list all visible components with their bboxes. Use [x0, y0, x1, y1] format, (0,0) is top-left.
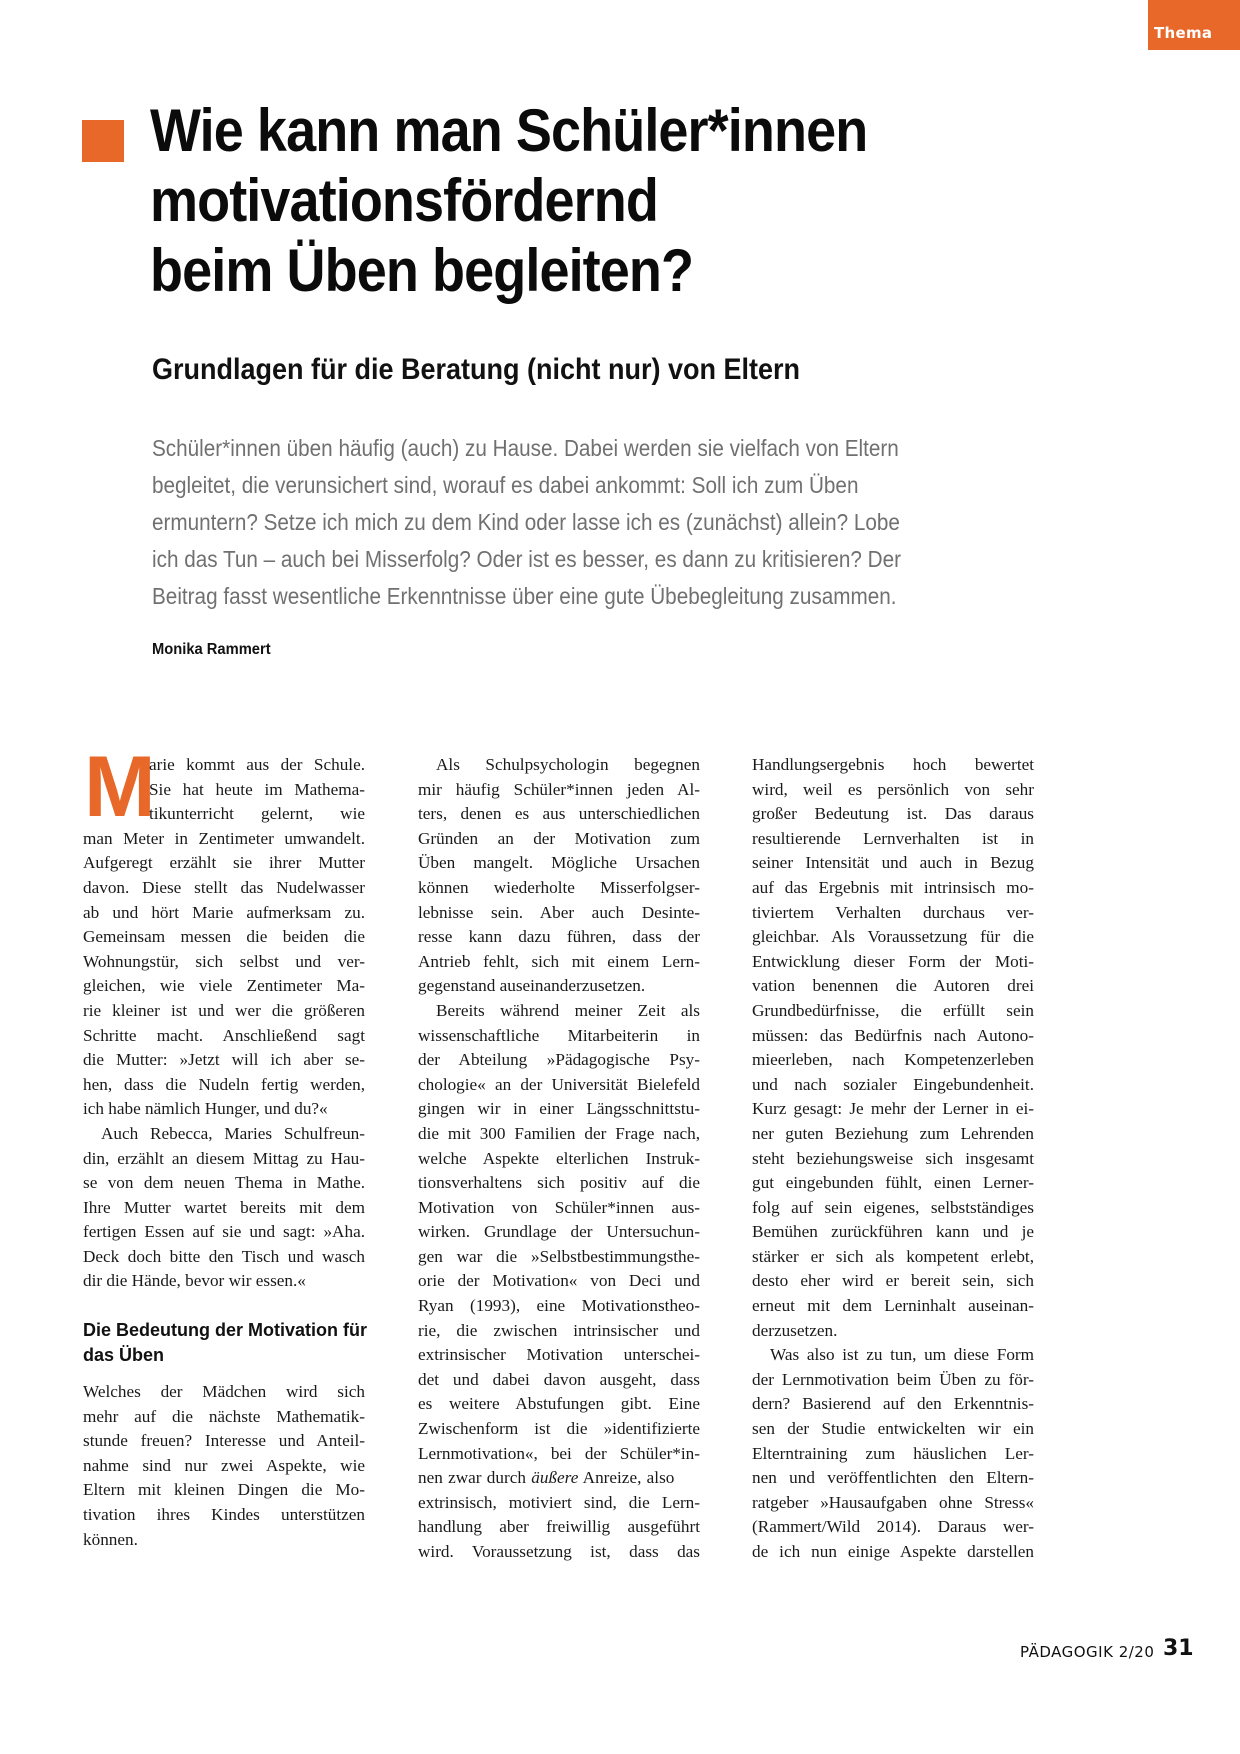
text-line: gingen wir in einer Längsschnittstu- — [418, 1099, 700, 1119]
text-line: steht beziehungsweise sich insgesamt — [752, 1148, 1034, 1168]
text-fragment: nen zwar durch — [418, 1468, 532, 1488]
text-line: Entwicklung dieser Form der Moti- — [752, 951, 1034, 971]
text-line: det und dabei davon ausgeht, dass — [418, 1369, 700, 1389]
text-line: wird, weil es persönlich von sehr — [752, 779, 1034, 799]
text-line: nen und veröffentlichten den Eltern- — [752, 1468, 1034, 1488]
text-line: se von dem neuen Thema in Mathe. — [83, 1173, 365, 1193]
emphasized-word: äußere — [531, 1468, 579, 1488]
journal-issue: PÄDAGOGIK 2/20 — [1020, 1643, 1155, 1661]
text-line: Ihre Mutter wartet bereits mit dem — [83, 1197, 365, 1217]
text-line: tivation ihres Kindes unterstützen — [83, 1505, 365, 1525]
section-tab-label: Thema — [1154, 24, 1213, 42]
page-number: 31 — [1163, 1636, 1194, 1661]
text-line: gleichbar. Als Voraussetzung für die — [752, 927, 1034, 947]
text-line: die mit 300 Familien der Frage nach, — [418, 1123, 700, 1143]
text-line: die Mutter: »Jetzt will ich aber se- — [83, 1050, 365, 1070]
article-subtitle: Grundlagen für die Beratung (nicht nur) von Eltern — [152, 353, 801, 386]
lead-paragraph — [152, 430, 962, 615]
text-line: Schritte macht. Anschließend sagt — [83, 1025, 365, 1045]
text-line: Welches der Mädchen wird sich — [83, 1382, 365, 1402]
text-line: Deck doch bitte den Tisch und wasch — [83, 1246, 365, 1266]
text-column-3 — [752, 753, 1034, 1565]
text-line: können wiederholte Misserfolgser- — [418, 877, 700, 897]
text-line: auf das Ergebnis mit intrinsisch mo- — [752, 877, 1034, 897]
text-line: man Meter in Zentimeter umwandelt. — [83, 828, 365, 848]
drop-cap: M — [84, 739, 156, 835]
text-line: mir häufig Schüler*innen jeden Al- — [418, 779, 700, 799]
text-line: Antrieb fehlt, sich mit einem Lern- — [418, 951, 700, 971]
text-line: seiner Intensität und auch in Bezug — [752, 853, 1034, 873]
text-line: ters, denen es aus unterschiedlichen — [418, 804, 700, 824]
heading-line: Die Bedeutung der Motivation für — [83, 1320, 368, 1341]
text-line: de ich nun einige Aspekte darstellen — [752, 1542, 1034, 1561]
text-line: ratgeber »Hausaufgaben ohne Stress« — [752, 1492, 1034, 1512]
text-line: Ryan (1993), eine Motivationstheo- — [418, 1296, 700, 1316]
text-line: Gründen an der Motivation zum — [418, 828, 700, 848]
text-line: stärker er sich als kompetent erlebt, — [752, 1246, 1034, 1266]
text-line: Eltern mit kleinen Dingen die Mo- — [83, 1480, 365, 1500]
text-line: din, erzählt an diesem Mittag zu Hau- — [83, 1148, 365, 1168]
text-line: arie kommt aus der Schule. — [149, 755, 365, 774]
text-line: Elterntraining zum häuslichen Ler- — [752, 1443, 1034, 1463]
text-line: erneut mit dem Lerninhalt auseinan- — [752, 1296, 1034, 1316]
text-line: der Abteilung »Pädagogische Psy- — [418, 1050, 700, 1070]
text-line: können. — [83, 1529, 138, 1549]
lead-line: ermuntern? Setze ich mich zu dem Kind oder lasse ich es (zunächst) allein? Lobe — [152, 509, 900, 535]
author-name: Monika Rammert — [152, 641, 271, 658]
text-line: Zwischenform ist die »identifizierte — [418, 1419, 700, 1439]
lead-line: Beitrag fasst wesentliche Erkenntnisse über eine gute Übebegleitung zusammen. — [152, 583, 897, 609]
text-line: Motivation von Schüler*innen aus- — [418, 1197, 700, 1217]
text-column-2 — [418, 753, 700, 1565]
text-line: müssen: das Bedürfnis nach Autono- — [752, 1025, 1034, 1045]
text-line: Lernmotivation«, bei der Schüler*in- — [418, 1443, 700, 1463]
text-line: extrinsischer Motivation unterschei- — [418, 1345, 700, 1365]
text-line: Wohnungstür, sich selbst und ver- — [83, 951, 365, 971]
text-line: wird. Voraussetzung ist, dass das — [418, 1542, 700, 1561]
text-line: lebnisse sein. Aber auch Desinte- — [418, 902, 700, 922]
text-line: sen der Studie entwickelten wir ein — [752, 1419, 1034, 1439]
lead-line: Schüler*innen üben häufig (auch) zu Hause. Dabei werden sie vielfach von Eltern — [152, 435, 899, 461]
text-line: gleichen, wie viele Zentimeter Ma- — [83, 976, 365, 996]
text-line: davon. Diese stellt das Nudelwasser — [83, 877, 365, 897]
section-tab — [1148, 0, 1240, 50]
section-heading — [83, 1318, 368, 1368]
text-line: resultierende Lernverhalten ist in — [752, 828, 1034, 848]
heading-line: das Üben — [83, 1345, 165, 1366]
text-line: der Lernmotivation beim Üben zu för- — [752, 1369, 1034, 1389]
text-line: vation benennen die Autoren drei — [752, 976, 1034, 996]
text-line: Kurz gesagt: Je mehr der Lerner in ei- — [752, 1099, 1034, 1119]
text-line: chologie« an der Universität Bielefeld — [418, 1074, 700, 1094]
text-line: Sie hat heute im Mathema- — [149, 779, 365, 799]
lead-line: ich das Tun – auch bei Misserfolg? Oder ist es besser, es dann zu kritisieren? Der — [152, 546, 902, 572]
text-line: stunde freuen? Interesse und Anteil- — [83, 1431, 365, 1451]
text-line: tikunterricht gelernt, wie — [149, 804, 365, 824]
text-line: folg auf sein eigenes, selbstständiges — [752, 1197, 1034, 1217]
text-line: Üben mangelt. Mögliche Ursachen — [418, 853, 700, 873]
text-line: rie, die zwischen intrinsischer und — [418, 1320, 700, 1340]
text-line: ner guten Beziehung zum Lehrenden — [752, 1123, 1034, 1143]
text-line: Was also ist zu tun, um diese Form — [770, 1345, 1034, 1365]
text-line: tiviertem Verhalten durchaus ver- — [752, 902, 1034, 922]
title-line: motivationsfördernd — [150, 167, 658, 234]
text-line: Grundbedürfnisse, die erfüllt sein — [752, 1000, 1034, 1020]
text-line: tionsverhaltens sich positiv auf die — [418, 1173, 700, 1193]
text-line: fertigen Essen auf sie und sagt: »Aha. — [83, 1222, 365, 1242]
text-line: resse kann dazu führen, dass der — [418, 927, 700, 947]
text-line: und nach sozialer Eingebundenheit. — [752, 1074, 1034, 1094]
text-line: Handlungsergebnis hoch bewertet — [752, 755, 1034, 774]
text-column-1 — [83, 739, 368, 1552]
text-line: mieerleben, nach Kompetenzerleben — [752, 1050, 1034, 1070]
text-line-with-emphasis — [418, 1466, 700, 1491]
text-line: handlung aber freiwillig ausgeführt — [418, 1517, 700, 1537]
text-line: Bereits während meiner Zeit als — [436, 1000, 700, 1020]
text-line: desto eher wird er bereit sein, sich — [752, 1271, 1034, 1291]
text-line: Als Schulpsychologin begegnen — [436, 755, 700, 774]
text-line: ich habe nämlich Hunger, und du?« — [83, 1099, 328, 1119]
text-line: Aufgeregt erzählt sie ihrer Mutter — [83, 853, 365, 873]
article-title — [150, 96, 867, 306]
text-line: Gemeinsam messen die beiden die — [83, 927, 365, 947]
title-line: Wie kann man Schüler*innen — [150, 97, 868, 164]
lead-line: begleitet, die verunsichert sind, worauf es dabei ankommt: Soll ich zum Üben — [152, 472, 859, 498]
text-line: (Rammert/Wild 2014). Daraus wer- — [752, 1517, 1034, 1537]
text-line: wirken. Grundlage der Untersuchun- — [418, 1222, 700, 1242]
text-line: orie der Motivation« von Deci und — [418, 1271, 700, 1291]
text-line: derzusetzen. — [752, 1320, 838, 1340]
text-line: wissenschaftliche Mitarbeiterin in — [418, 1025, 700, 1045]
text-line: nahme sind nur zwei Aspekte, wie — [83, 1455, 365, 1475]
text-line: Bemühen zurückführen kann und je — [752, 1222, 1034, 1242]
text-fragment: Anreize, also — [578, 1468, 675, 1488]
text-line: gen war die »Selbstbestimmungsthe- — [418, 1246, 700, 1266]
title-marker-square — [82, 120, 124, 162]
text-line: ab und hört Marie aufmerksam zu. — [83, 902, 365, 922]
text-line: gegenstand auseinanderzusetzen. — [418, 976, 646, 996]
text-line: dern? Basierend auf den Erkenntnis- — [752, 1394, 1034, 1414]
text-line: hen, dass die Nudeln fertig werden, — [83, 1074, 365, 1094]
text-line: extrinsisch, motiviert sind, die Lern- — [418, 1492, 700, 1512]
title-line: beim Üben begleiten? — [150, 237, 694, 304]
text-line: es weitere Abstufungen gibt. Eine — [418, 1394, 700, 1414]
text-line: welche Aspekte elterlichen Instruk- — [418, 1148, 700, 1168]
text-line: mehr auf die nächste Mathematik- — [83, 1406, 365, 1426]
text-line: Auch Rebecca, Maries Schulfreun- — [101, 1123, 365, 1143]
text-line: rie kleiner ist und wer die größeren — [83, 1000, 365, 1020]
text-line: gut eingebunden fühlt, einen Lerner- — [752, 1173, 1034, 1193]
text-line: großer Bedeutung ist. Das daraus — [752, 804, 1034, 824]
text-line: dir die Hände, bevor wir essen.« — [83, 1271, 306, 1291]
